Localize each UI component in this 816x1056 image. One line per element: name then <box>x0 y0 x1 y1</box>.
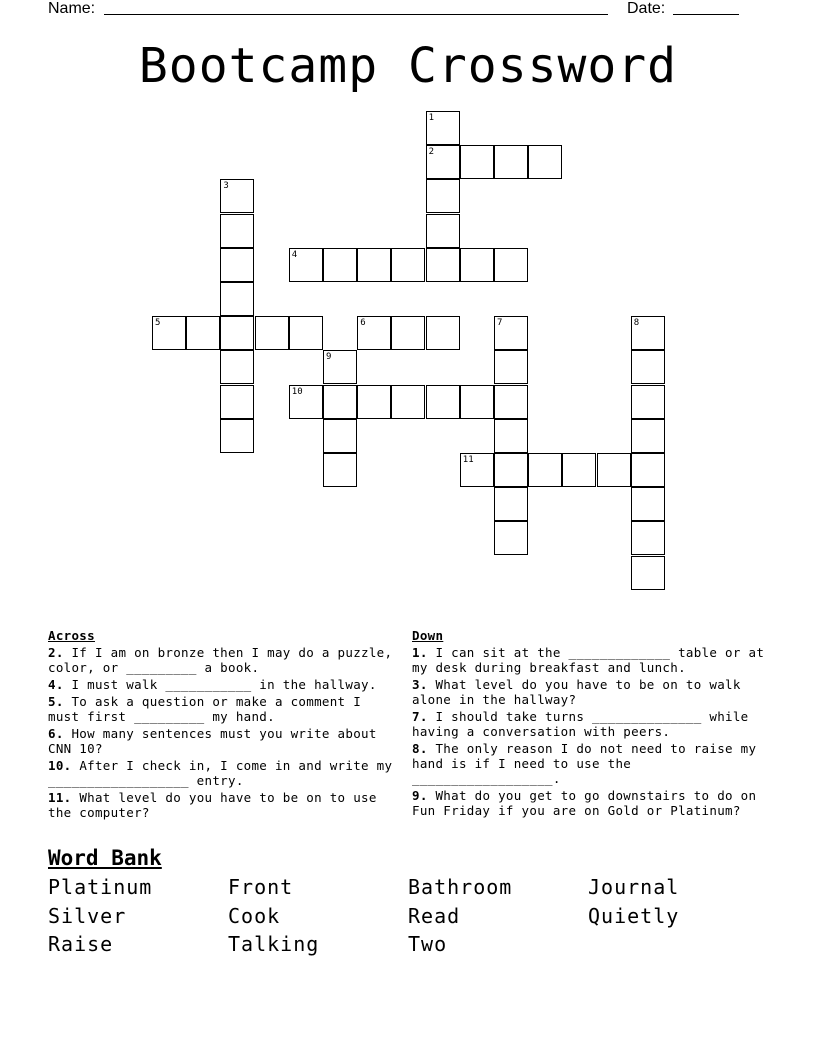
crossword-cell[interactable] <box>460 453 494 487</box>
across-heading: Across <box>48 628 95 643</box>
crossword-cell[interactable] <box>426 385 460 419</box>
crossword-cell[interactable] <box>220 179 254 213</box>
clue-number: 8 <box>633 318 640 329</box>
across-clues <box>48 628 400 820</box>
crossword-cell[interactable] <box>494 487 528 521</box>
crossword-cell[interactable] <box>220 350 254 384</box>
crossword-cell[interactable] <box>460 385 494 419</box>
clue-number: 7 <box>497 318 503 329</box>
crossword-cell[interactable] <box>220 282 254 316</box>
crossword-cell[interactable] <box>631 385 665 419</box>
crossword-cell[interactable] <box>631 556 665 590</box>
word-bank-item: Read <box>408 903 461 928</box>
clue-number: 5 <box>155 318 161 329</box>
crossword-cell[interactable] <box>289 248 323 282</box>
crossword-cell[interactable] <box>255 316 289 350</box>
crossword-cell[interactable] <box>391 316 425 350</box>
word-bank-title: Word Bank <box>48 846 162 870</box>
crossword-cell[interactable] <box>426 316 460 350</box>
crossword-cell[interactable] <box>528 453 562 487</box>
word-bank-item: Journal <box>588 875 680 899</box>
crossword-cell[interactable] <box>562 453 596 487</box>
crossword-cell[interactable] <box>631 316 665 350</box>
crossword-cell[interactable] <box>426 145 460 179</box>
crossword-cell[interactable] <box>631 419 665 453</box>
clue-number: 11 <box>462 455 474 465</box>
down-clues <box>412 628 772 818</box>
clue-number: 10 <box>291 386 303 397</box>
crossword-cell[interactable] <box>426 111 460 145</box>
crossword-cell[interactable] <box>323 453 357 487</box>
word-bank-item: Raise <box>48 932 114 956</box>
crossword-cell[interactable] <box>494 316 528 350</box>
word-bank-item: Platinum <box>48 875 153 899</box>
crossword-cell[interactable] <box>494 145 528 179</box>
clue-across-4: 4. I must walk ___________ in the hallway. <box>48 677 377 692</box>
clue-across-2: 2. If I am on bronze then I may do a puzzle, color, or _________ a book. <box>48 645 393 675</box>
crossword-cell[interactable] <box>220 316 254 350</box>
crossword-cell[interactable] <box>528 145 562 179</box>
crossword-cell[interactable] <box>357 248 391 282</box>
crossword-cell[interactable] <box>220 248 254 282</box>
crossword-cell[interactable] <box>460 248 494 282</box>
crossword-cell[interactable] <box>391 385 425 419</box>
crossword-cell[interactable] <box>357 316 391 350</box>
crossword-cell[interactable] <box>289 385 323 419</box>
clue-down-3: 3. What level do you have to be on to walk alone in the hallway? <box>412 677 741 707</box>
crossword-cell[interactable] <box>631 350 665 384</box>
word-bank-item: Two <box>408 932 448 956</box>
clue-number: 2 <box>428 147 435 158</box>
crossword-cell[interactable] <box>494 385 528 419</box>
crossword-cell[interactable] <box>220 419 254 453</box>
word-bank-item: Silver <box>48 903 127 928</box>
crossword-cell[interactable] <box>323 248 357 282</box>
word-bank <box>48 873 768 959</box>
clue-number: 6 <box>360 318 366 329</box>
crossword-cell[interactable] <box>597 453 631 487</box>
crossword-cell[interactable] <box>494 248 528 282</box>
crossword-cell[interactable] <box>323 350 357 384</box>
word-bank-item: Talking <box>228 932 320 956</box>
clue-number: 3 <box>223 181 229 192</box>
clue-number: 9 <box>326 352 332 363</box>
crossword-cell[interactable] <box>357 385 391 419</box>
crossword-cell[interactable] <box>631 453 665 487</box>
clue-number: 1 <box>428 113 435 123</box>
clue-down-9: 9. What do you get to go downstairs to do on Fun Friday if you are on Gold or Platinum? <box>412 788 757 818</box>
crossword-cell[interactable] <box>289 316 323 350</box>
crossword-cell[interactable] <box>323 385 357 419</box>
clue-down-7: 7. I should take turns ______________ while having a conversation with peers. <box>412 709 749 739</box>
crossword-cell[interactable] <box>220 385 254 419</box>
crossword-cell[interactable] <box>426 248 460 282</box>
clue-number: 4 <box>291 249 298 260</box>
crossword-cell[interactable] <box>631 487 665 521</box>
crossword-cell[interactable] <box>186 316 220 350</box>
crossword-cell[interactable] <box>460 145 494 179</box>
name-label: Name: <box>48 0 96 17</box>
crossword-cell[interactable] <box>426 214 460 248</box>
clue-across-10: 10. After I check in, I come in and write my __________________ entry. <box>48 758 393 788</box>
down-heading: Down <box>412 628 444 643</box>
word-bank-item: Bathroom <box>408 875 513 899</box>
crossword-cell[interactable] <box>494 350 528 384</box>
crossword-cell[interactable] <box>152 316 186 350</box>
clue-across-11: 11. What level do you have to be on to use the computer? <box>48 790 377 820</box>
clue-across-6: 6. How many sentences must you write about CNN 10? <box>48 726 377 756</box>
crossword-cell[interactable] <box>323 419 357 453</box>
crossword-cell[interactable] <box>494 419 528 453</box>
crossword-cell[interactable] <box>426 179 460 213</box>
clue-across-5: 5. To ask a question or make a comment I must first _________ my hand. <box>48 694 362 724</box>
crossword-cell[interactable] <box>391 248 425 282</box>
word-bank-item: Quietly <box>588 903 680 928</box>
word-bank-item: Cook <box>228 903 281 928</box>
crossword-cell[interactable] <box>494 453 528 487</box>
crossword-cell[interactable] <box>494 521 528 555</box>
clue-down-1: 1. I can sit at the _____________ table or at my desk during breakfast and lunch. <box>412 645 765 675</box>
word-bank-item: Front <box>228 875 294 899</box>
crossword-cell[interactable] <box>631 521 665 555</box>
clue-down-8: 8. The only reason I do not need to raise my hand is if I need to use the __________________. <box>412 741 757 786</box>
crossword-cell[interactable] <box>220 214 254 248</box>
page-title: Bootcamp Crossword <box>138 38 678 94</box>
date-label: Date: <box>627 0 666 17</box>
